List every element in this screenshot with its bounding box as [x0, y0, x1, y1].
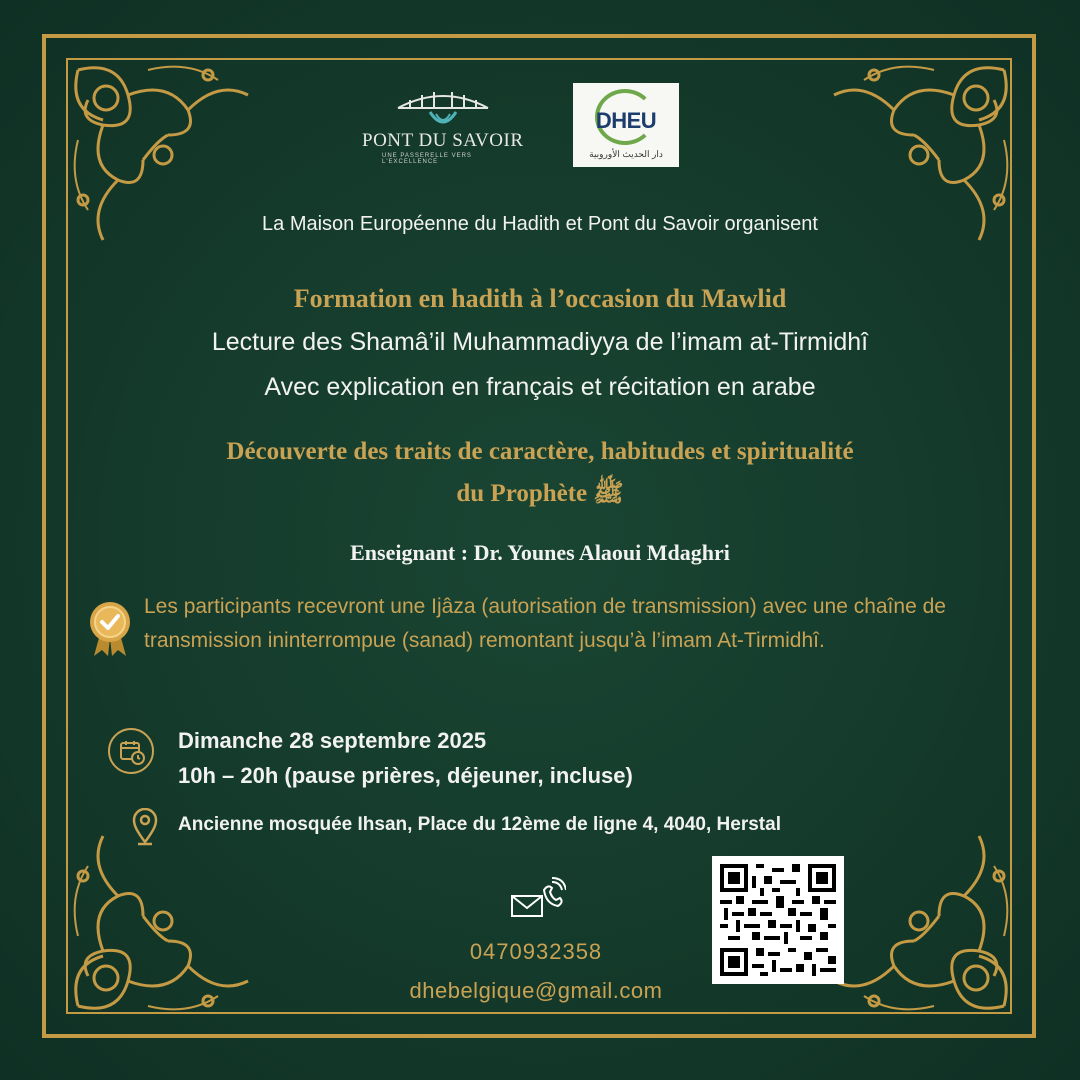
qr-code[interactable] [712, 856, 844, 984]
pont-du-savoir-name: PONT DU SAVOIR [362, 130, 524, 151]
ijaza-notice: Les participants recevront une Ijâza (autorisation de transmission) avec une chaîne de transmission ininterrompue (sanad) remontant jusqu’à l’imam At-Tirmidhî. [144, 595, 946, 652]
event-title: Formation en hadith à l’occasion du Mawlid [293, 284, 787, 313]
dheu-name: DHEU [595, 108, 657, 133]
contact-email[interactable]: dhebelgique@gmail.com [409, 978, 663, 1003]
event-hours: 10h – 20h (pause prières, déjeuner, incluse) [178, 763, 633, 788]
bridge-icon [358, 86, 528, 136]
discovery-line-1: Découverte des traits de caractère, habitudes et spiritualité [226, 438, 854, 465]
corner-ornament-top-left [48, 40, 288, 280]
badge-check-icon [86, 600, 134, 658]
subtitle-line-1: Lecture des Shamâ’il Muhammadiyya de l’imam at-Tirmidhî [211, 328, 869, 356]
subtitle-line-2: Avec explication en français et récitation en arabe [264, 373, 816, 401]
corner-ornament-top-right [794, 40, 1034, 280]
calendar-clock-icon [108, 728, 154, 774]
envelope-phone-icon [508, 876, 566, 922]
intro-text: La Maison Européenne du Hadith et Pont du Savoir organisent [262, 213, 818, 235]
contact-phone[interactable]: 0470932358 [469, 939, 603, 964]
dheu-arabic-name: دار الحديث الأوروبية [589, 149, 663, 159]
event-address: Ancienne mosquée Ihsan, Place du 12ème de ligne 4, 4040, Herstal [178, 814, 781, 835]
pont-du-savoir-logo [358, 86, 528, 178]
location-pin-icon [132, 808, 158, 846]
event-date: Dimanche 28 septembre 2025 [178, 728, 487, 753]
discovery-line-2: du Prophète ﷺ [456, 480, 624, 507]
dheu-logo [573, 83, 679, 167]
pont-du-savoir-tagline: UNE PASSERELLE VERS L'EXCELLENCE [382, 153, 472, 165]
teacher-name: Enseignant : Dr. Younes Alaoui Mdaghri [350, 540, 730, 565]
